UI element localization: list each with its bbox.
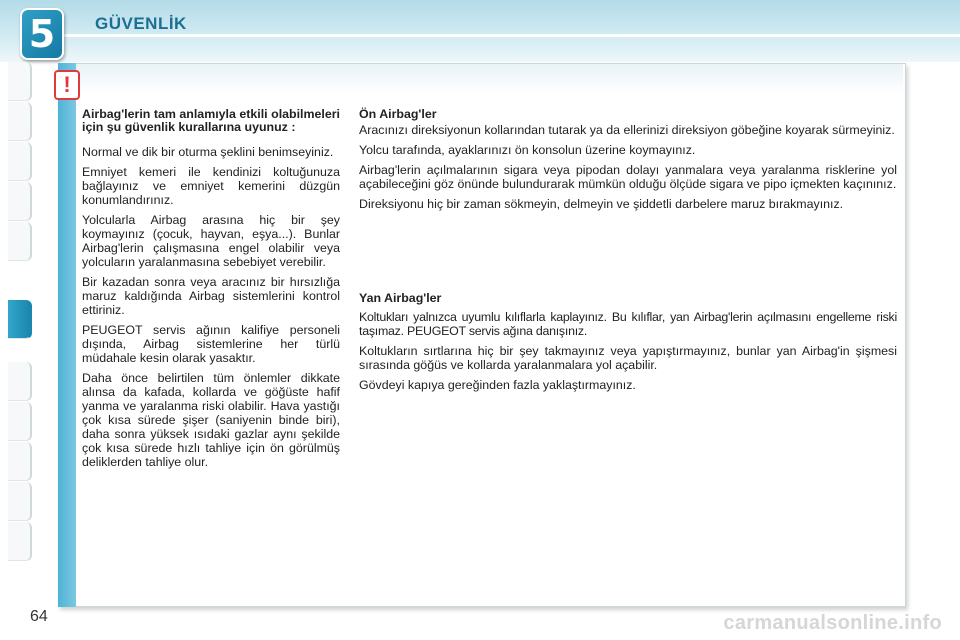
rule-paragraph: Daha önce belirtilen tüm önlemler dikkate alınsa da kafada, kollarda ve göğüste hafif yanma ve yaralanma riski olabilir. Hava yastığı çok kısa sürede şişer (saniyenin binde biri), daha sonra yüksek ısıdaki gazlar aynı şekilde çok kısa sürede hızlı tahliye için ön görülmüş deliklerden tahliye olur.: [82, 371, 340, 469]
rule-paragraph: Yolcularla Airbag arasına hiç bir şey koymayınız (çocuk, hayvan, eşya...). Bunlar Airbag'lerin çalışmasına engel olabilir veya yolcuların yaralanmasına sebebiyet verebilir.: [82, 213, 340, 269]
safety-rules-heading: Airbag'lerin tam anlamıyla etkili olabilmeleri için şu güvenlik kurallarına uyunuz :: [82, 107, 340, 134]
chapter-tab-11[interactable]: [8, 522, 32, 561]
rule-paragraph: Emniyet kemeri ile kendinizi koltuğunuza bağlayınız ve emniyet kemerini düzgün konumlandırınız.: [82, 165, 340, 207]
chapter-tab-8[interactable]: [8, 402, 32, 441]
chapter-tab-active[interactable]: [8, 300, 32, 339]
chapter-tab-2[interactable]: [8, 102, 32, 141]
chapter-tab-9[interactable]: [8, 442, 32, 481]
warning-icon: !: [54, 70, 80, 100]
front-airbag-paragraph: Airbag'lerin açılmalarının sigara veya pipodan dolayı yanmalara veya yaralanma risklerine yol açabileceğini göz önünde bulundurarak mümkün olduğu ölçüde sigara ve pipo içmekten kaçınınız.: [359, 163, 897, 191]
chapter-badge: 5: [20, 8, 64, 60]
chapter-tab-1[interactable]: [8, 62, 32, 101]
side-airbag-paragraph: Koltukların sırtlarına hiç bir şey takmayınız veya yapıştırmayınız, bunlar yan Airbag'in şişmesi sırasında göğüs ve kollarda yaralanmalara yol açabilir.: [359, 344, 897, 372]
airbag-safety-rules: [82, 108, 340, 475]
front-airbag-paragraph: Aracınızı direksiyonun kollarından tutarak ya da ellerinizi direksiyon göbeğine koyarak sürmeyiniz.: [359, 123, 895, 137]
side-airbag-paragraph: Koltukları yalnızca uyumlu kılıflarla kaplayınız. Bu kılıflar, yan Airbag'lerin açılmasını engelleme riski taşımaz. PEUGEOT servis ağına danışınız.: [359, 310, 897, 338]
front-airbag-paragraph: Direksiyonu hiç bir zaman sökmeyin, delmeyin ve şiddetli darbelere maruz bırakmayınız.: [359, 197, 844, 211]
front-airbag-paragraph: Yolcu tarafında, ayaklarınızı ön konsolun üzerine koymayınız.: [359, 143, 696, 157]
front-airbags-heading: Ön Airbag'ler: [359, 107, 437, 121]
page-number: 64: [30, 608, 48, 625]
rule-paragraph: PEUGEOT servis ağının kalifiye personeli dışında, Airbag sistemlerine her türlü müdahale kesin olarak yasaktır.: [82, 323, 340, 365]
panel-accent-stripe: [58, 63, 76, 607]
chapter-tab-3[interactable]: [8, 142, 32, 181]
rule-paragraph: Normal ve dik bir oturma şeklini benimseyiniz.: [82, 145, 334, 159]
chapter-tab-5[interactable]: [8, 222, 32, 261]
side-airbags-heading: Yan Airbag'ler: [359, 291, 442, 305]
chapter-tab-4[interactable]: [8, 182, 32, 221]
side-airbags-section: [359, 291, 897, 398]
page-title: GÜVENLİK: [95, 14, 187, 33]
panel-top-band: [76, 64, 903, 94]
header-divider: [62, 34, 960, 37]
rule-paragraph: Bir kazadan sonra veya aracınız bir hırsızlığa maruz kaldığında Airbag sistemlerini kontrol ettiriniz.: [82, 275, 340, 317]
side-airbag-paragraph: Gövdeyi kapıya gereğinden fazla yaklaştırmayınız.: [359, 378, 636, 392]
watermark: carmanualsonline.info: [723, 612, 942, 634]
chapter-tab-7[interactable]: [8, 362, 32, 401]
front-airbags-section: [359, 108, 897, 217]
chapter-tabs: [0, 62, 36, 582]
chapter-tab-10[interactable]: [8, 482, 32, 521]
